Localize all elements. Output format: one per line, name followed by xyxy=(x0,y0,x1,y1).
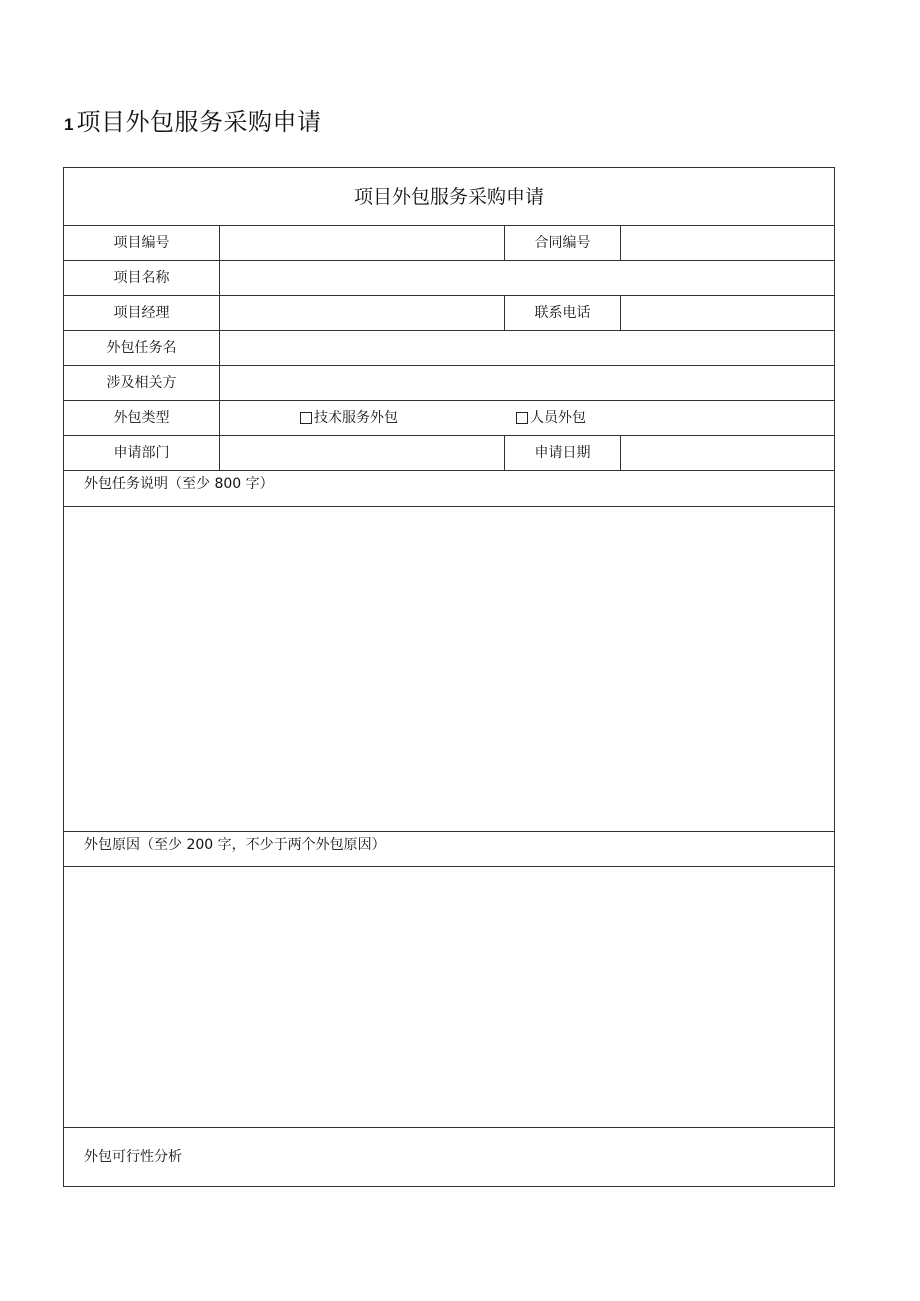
label-apply-date: 申请日期 xyxy=(534,444,591,461)
label-task-name: 外包任务名 xyxy=(106,339,177,356)
label-feasibility: 外包可行性分析 xyxy=(84,1149,182,1165)
task-name-field[interactable] xyxy=(220,331,834,365)
heading-number: 1 xyxy=(64,115,74,134)
label-outsourcing-type: 外包类型 xyxy=(113,409,170,426)
label-reasons: 外包原因（至少 200 字，不少于两个外包原因） xyxy=(84,837,386,853)
checkbox-icon[interactable] xyxy=(300,412,312,424)
label-project-no: 项目编号 xyxy=(113,234,170,251)
option-staffing-label: 人员外包 xyxy=(530,409,586,426)
label-related-parties: 涉及相关方 xyxy=(106,374,177,391)
contract-no-field[interactable] xyxy=(621,226,834,260)
contact-phone-field[interactable] xyxy=(621,296,834,330)
option-tech-service-label: 技术服务外包 xyxy=(314,409,398,426)
label-contract-no: 合同编号 xyxy=(534,234,591,251)
option-staffing[interactable] xyxy=(516,400,586,435)
project-no-field[interactable] xyxy=(220,226,504,260)
label-applying-dept: 申请部门 xyxy=(113,444,170,461)
document-heading xyxy=(64,104,321,140)
related-parties-field[interactable] xyxy=(220,366,834,400)
procurement-form xyxy=(63,167,835,1187)
task-description-area[interactable] xyxy=(64,507,834,831)
checkbox-icon[interactable] xyxy=(516,412,528,424)
form-title: 项目外包服务采购申请 xyxy=(353,185,544,208)
label-project-manager: 项目经理 xyxy=(113,304,170,321)
heading-text: 项目外包服务采购申请 xyxy=(76,108,322,136)
reasons-area[interactable] xyxy=(64,867,834,1127)
label-project-name: 项目名称 xyxy=(113,269,170,286)
apply-date-field[interactable] xyxy=(621,436,834,470)
option-tech-service[interactable] xyxy=(300,400,398,435)
applying-dept-field[interactable] xyxy=(220,436,504,470)
project-name-field[interactable] xyxy=(220,261,834,295)
label-contact-phone: 联系电话 xyxy=(534,304,591,321)
label-task-description: 外包任务说明（至少 800 字） xyxy=(84,476,274,492)
project-manager-field[interactable] xyxy=(220,296,504,330)
